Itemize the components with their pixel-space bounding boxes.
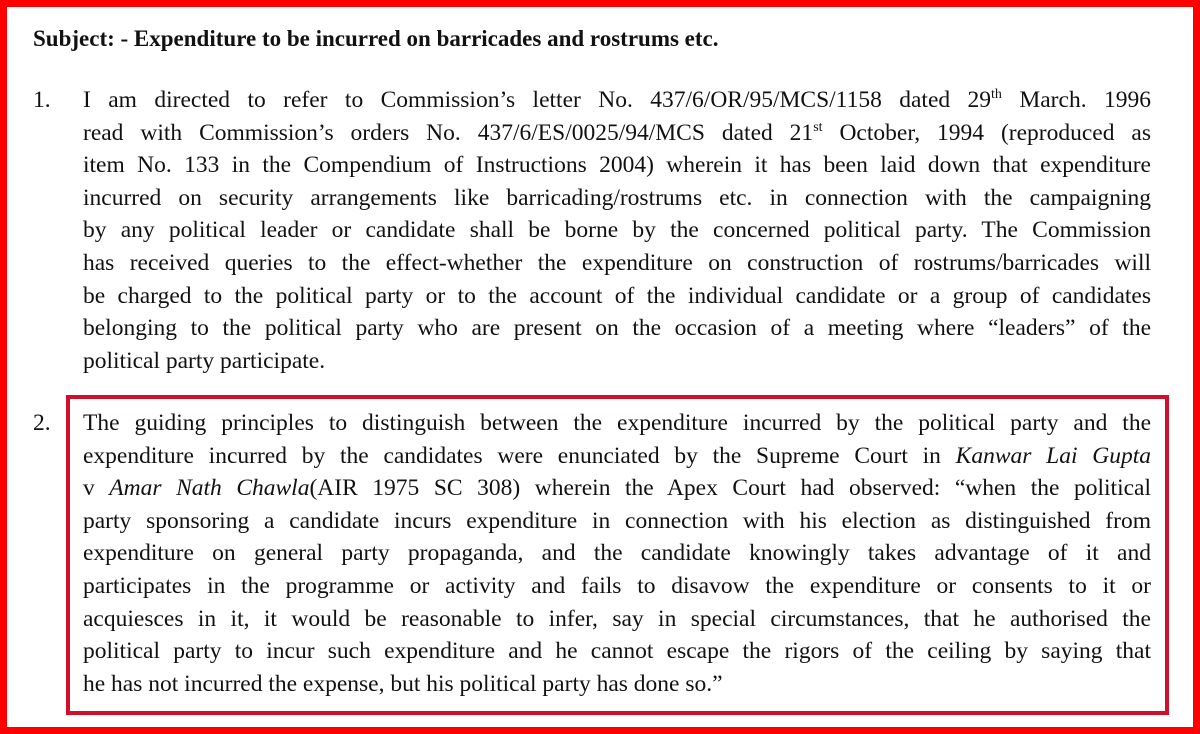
text-segment: I am directed to refer to Commission’s letter No. 437/6/OR/95/MCS/1158 dated 29 bbox=[83, 87, 992, 113]
text-line bbox=[83, 472, 1151, 505]
text-segment: October, 1994 (reproduced as bbox=[822, 119, 1151, 146]
superscript: th bbox=[991, 87, 1002, 102]
text-line bbox=[83, 117, 1151, 150]
text-segment: March. 1996 bbox=[1001, 87, 1151, 113]
text-line: incurred on security arrangements like barricading/rostrums etc. in connection with the campaigning bbox=[83, 184, 1151, 211]
case-name-italic: Kanwar Lai Gupta bbox=[955, 442, 1152, 469]
text-segment: expenditure incurred by the candidates were enunciated by the Supreme Court in bbox=[83, 442, 956, 469]
text-line: acquiesces in it, it would be reasonable to infer, say in special circumstances, that he authorised the bbox=[83, 605, 1151, 632]
text-line bbox=[83, 440, 1151, 473]
case-name-italic: Amar Nath Chawla bbox=[109, 475, 310, 502]
text-segment: (AIR 1975 SC 308) wherein the Apex Court had observed: “when the political bbox=[309, 475, 1151, 502]
text-segment: read with Commission’s orders No. 437/6/ES/0025/94/MCS dated 21 bbox=[83, 119, 814, 146]
subject-heading: Subject: - Expenditure to be incurred on barricades and rostrums etc. bbox=[33, 26, 719, 51]
text-line: party sponsoring a candidate incurs expenditure in connection with his election as distinguished from bbox=[83, 507, 1151, 534]
text-segment: v bbox=[83, 475, 110, 502]
paragraph-body bbox=[83, 407, 1151, 700]
superscript: st bbox=[813, 119, 823, 135]
text-line: be charged to the political party or to the account of the individual candidate or a group of candidates bbox=[83, 282, 1151, 309]
text-line: The guiding principles to distinguish between the expenditure incurred by the political party and the bbox=[83, 410, 1151, 436]
paragraph-number: 2. bbox=[33, 410, 51, 436]
text-line: by any political leader or candidate shall be borne by the concerned political party. The Commission bbox=[83, 217, 1151, 244]
text-line: expenditure on general party propaganda, and the candidate knowingly takes advantage of it and bbox=[83, 540, 1151, 567]
paragraph-body bbox=[83, 84, 1151, 377]
text-line bbox=[83, 84, 1151, 117]
text-line: political party to incur such expenditure and he cannot escape the rigors of the ceiling by saying that bbox=[83, 638, 1151, 665]
text-line: participates in the programme or activity and fails to disavow the expenditure or consents to it or bbox=[83, 572, 1151, 599]
text-line: item No. 133 in the Compendium of Instructions 2004) wherein it has been laid down that expenditure bbox=[83, 152, 1151, 179]
text-line: political party participate. bbox=[83, 347, 326, 374]
text-line: has received queries to the effect-whether the expenditure on construction of rostrums/barricades will bbox=[83, 249, 1151, 276]
text-line: belonging to the political party who are present on the occasion of a meeting where “leaders” of the bbox=[83, 315, 1151, 342]
text-line: he has not incurred the expense, but his political party has done so.” bbox=[83, 670, 723, 697]
paragraph-number: 1. bbox=[33, 87, 51, 113]
